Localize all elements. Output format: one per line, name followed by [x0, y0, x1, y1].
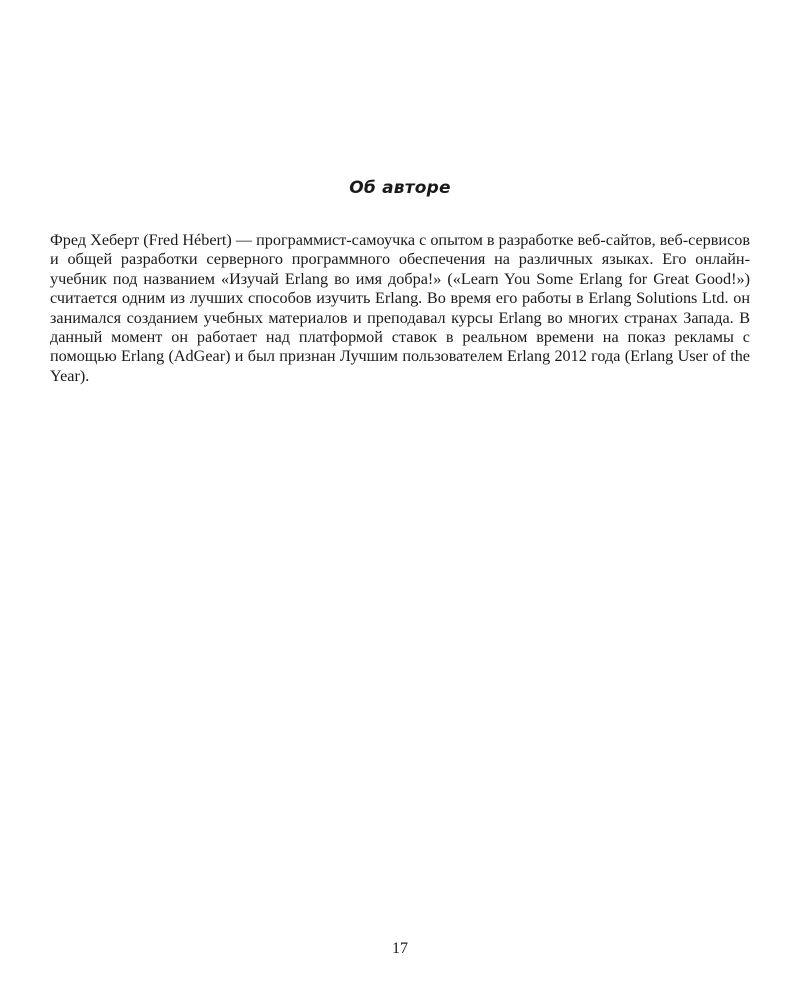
author-bio-paragraph: Фред Хеберт (Fred Hébert) — программист-самоучка с опытом в разработке веб-сайтов, веб-сервисов и общей разработки серверного программного обеспечения на различных языках. Его онлайн-учебник под названием «Изучай Erlang во имя добра!» («Learn You Some Erlang for Great Good!») считается одним из лучших способов изучить Erlang. Во время его работы в Erlang Solutions Ltd. он занимался созданием учебных материалов и преподавал курсы Erlang во многих странах Запада. В данный момент он работает над платформой ставок в реальном времени на показ рекламы с помощью Erlang (AdGear) и был признан Лучшим пользователем Erlang 2012 года (Erlang User of the Year). [50, 231, 750, 385]
page-title: Об авторе [349, 178, 451, 198]
page-number: 17 [392, 940, 408, 957]
